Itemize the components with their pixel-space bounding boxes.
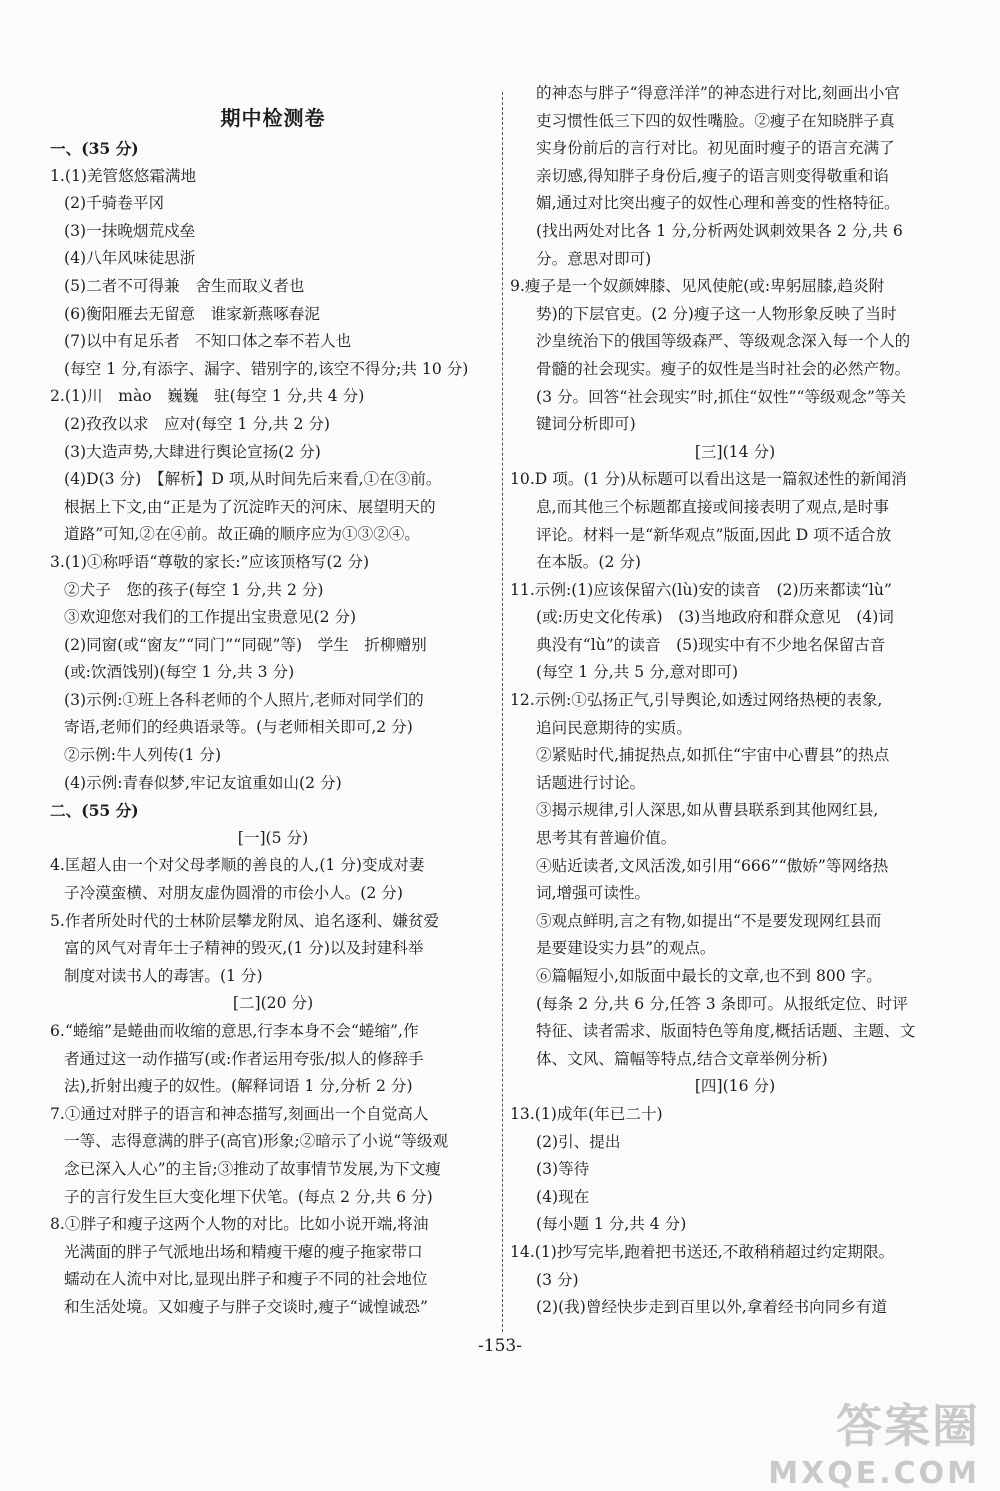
answer-line: ②紧贴时代,捕捉热点,如抓住“宇宙中心曹县”的热点	[536, 746, 890, 765]
answer-line: 吏习惯性低三下四的奴性嘴脸。②瘦子在知晓胖子真	[536, 111, 895, 130]
answer-line: (4)八年风味徒思浙	[64, 249, 196, 268]
answer-line: (2)千骑卷平冈	[64, 194, 165, 213]
answer-line: (2)引、提出	[536, 1132, 621, 1151]
answer-line: ④贴近读者,文风活泼,如引用“666”“傲娇”等网络热	[536, 856, 889, 875]
answer-line: (7)以中有足乐者 不知口体之奉不若人也	[64, 332, 352, 351]
answer-line: (3)示例:①班上各科老师的个人照片,老师对同学们的	[64, 690, 424, 709]
answer-line: [一](5 分)	[237, 828, 309, 847]
watermark	[768, 1390, 980, 1491]
watermark-logo: 答案圈	[836, 1399, 980, 1453]
answer-line: (2)同窗(或“窗友”“同门”“同砚”等) 学生 折柳赠别	[64, 635, 427, 654]
answer-line: 者通过这一动作描写(或:作者运用夸张/拟人的修辞手	[64, 1049, 424, 1068]
answer-line: (2)孜孜以求 应对(每空 1 分,共 2 分)	[64, 414, 331, 433]
answer-line: 和生活处境。又如瘦子与胖子交谈时,瘦子“诚惶诚恐”	[64, 1297, 428, 1316]
answer-line: 追问民意期待的实质。	[536, 718, 692, 737]
answer-line: 10.D 项。(1 分)从标题可以看出这是一篇叙述性的新闻消	[510, 470, 907, 489]
answer-line: 9.瘦子是一个奴颜婢膝、见风使舵(或:卑躬屈膝,趋炎附	[510, 277, 885, 296]
answer-line: (或:历史文化传承) (3)当地政府和群众意见 (4)词	[536, 608, 894, 627]
answer-line: 蠕动在人流中对比,显现出胖子和瘦子不同的社会地位	[64, 1270, 428, 1289]
answer-line: 子冷漠蛮横、对朋友虚伪圆滑的市侩小人。(2 分)	[64, 884, 403, 903]
answer-line: 一等、志得意满的胖子(高官)形象;②暗示了小说“等级观	[64, 1132, 449, 1151]
answer-line: (2)(我)曾经快步走到百里以外,拿着经书向同乡有道	[536, 1298, 888, 1317]
answer-line: 体、文风、篇幅等特点,结合文章举例分析)	[536, 1049, 828, 1068]
answer-line: 根据上下文,由“正是为了沉淀昨天的河床、展望明天的	[64, 497, 436, 516]
answer-line: (4)现在	[536, 1187, 590, 1206]
answer-line: ③揭示规律,引人深思,如从曹县联系到其他网红县,	[536, 801, 879, 820]
answer-line: 二、(55 分)	[50, 801, 139, 821]
answer-line: 2.(1)川 mào 巍巍 驻(每空 1 分,共 4 分)	[50, 387, 365, 406]
left-column	[50, 80, 496, 1322]
answer-line: 8.①胖子和瘦子这两个人物的对比。比如小说开端,将油	[50, 1215, 429, 1234]
answer-line: ⑥篇幅短小,如版面中最长的文章,也不到 800 字。	[536, 967, 882, 985]
answer-line: 的神态与胖子“得意洋洋”的神态进行对比,刻画出小官	[536, 84, 900, 102]
answer-line: 14.(1)抄写完毕,跑着把书送还,不敢稍稍超过约定期限。	[510, 1242, 895, 1261]
answer-line: 13.(1)成年(年已二十)	[510, 1104, 663, 1123]
answer-line: 4.匡超人由一个对父母孝顺的善良的人,(1 分)变成对妻	[50, 856, 425, 875]
answer-line: 子的言行发生巨大变化埋下伏笔。(每点 2 分,共 6 分)	[64, 1187, 433, 1206]
answer-line: (3)等待	[536, 1160, 590, 1179]
answer-line: 媚,通过对比突出瘦子的奴性心理和善变的性格特征。	[536, 194, 900, 213]
answer-line: (每空 1 分,有添字、漏字、错别字的,该空不得分;共 10 分)	[64, 359, 469, 378]
answer-line: 话题进行讨论。	[536, 773, 646, 792]
answer-line: 6.“蜷缩”是蜷曲而收缩的意思,行李本身不会“蜷缩”,作	[50, 1022, 419, 1040]
answer-line: 光满面的胖子气派地出场和精瘦干瘪的瘦子拖家带口	[64, 1242, 423, 1261]
answer-line: 势)的下层官吏。(2 分)瘦子这一人物形象反映了当时	[536, 304, 897, 323]
answer-line: 3.(1)①称呼语“尊敬的家长:”应该顶格写(2 分)	[50, 552, 370, 571]
answer-line: 典没有“lù”的读音 (5)现实中有不少地名保留古音	[536, 635, 886, 654]
answer-line: (6)衡阳雁去无留意 谁家新燕啄春泥	[64, 304, 320, 323]
answer-line: 一、(35 分)	[50, 139, 139, 158]
answer-line: 11.示例:(1)应该保留六(lù)安的读音 (2)历来都读“lù”	[510, 580, 892, 599]
page-title: 期中检测卷	[220, 106, 326, 130]
answer-line: (3 分。回答“社会现实”时,抓住“奴性”“等级观念”等关	[536, 387, 907, 406]
answer-line: 特征、读者需求、版面特色等角度,概括话题、主题、文	[536, 1022, 916, 1041]
answer-line: (3)一抹晚烟荒戍垒	[64, 221, 196, 240]
answer-line: (找出两处对比各 1 分,分析两处讽刺效果各 2 分,共 6	[536, 221, 903, 240]
answer-line: [三](14 分)	[694, 442, 776, 461]
answer-line: 道路”可知,②在④前。故正确的顺序应为①③②④。	[64, 525, 420, 544]
answer-line: [二](20 分)	[232, 994, 314, 1013]
answer-line: 键词分析即可)	[536, 415, 636, 434]
answer-line: 息,而其他三个标题都直接或间接表明了观点,是时事	[536, 497, 889, 516]
answer-line: 法),折射出瘦子的奴性。(解释词语 1 分,分析 2 分)	[64, 1077, 413, 1096]
answer-line: 寄语,老师们的经典语录等。(与老师相关即可,2 分)	[64, 718, 413, 737]
right-column	[510, 80, 960, 1322]
answer-line: [四](16 分)	[694, 1077, 776, 1096]
answer-line: 词,增强可读性。	[536, 884, 651, 903]
answer-line: (4)D(3 分) 【解析】D 项,从时间先后来看,①在③前。	[64, 470, 442, 489]
answer-line: 富的风气对青年士子精神的毁灭,(1 分)以及封建科举	[64, 939, 424, 958]
answer-line: 实身份前后的言行对比。初见面时瘦子的语言充满了	[536, 139, 895, 158]
page-number: -153-	[478, 1336, 522, 1356]
answer-line: (4)示例:青春似梦,牢记友谊重如山(2 分)	[64, 773, 342, 792]
answer-line: 沙皇统治下的俄国等级森严、等级观念深入每一个人的	[536, 332, 911, 351]
answer-line: (3 分)	[536, 1270, 579, 1289]
answer-line: 念已深入人心”的主旨;③推动了故事情节发展,为下文瘦	[64, 1159, 441, 1178]
answer-line: 5.作者所处时代的士林阶层攀龙附凤、追名逐利、嫌贫爱	[50, 911, 440, 930]
answer-line: (5)二者不可得兼 舍生而取义者也	[64, 276, 305, 295]
answer-line: 评论。材料一是“新华观点”版面,因此 D 项不适合放	[536, 525, 892, 544]
answer-line: 分。意思对即可)	[536, 249, 652, 268]
answer-line: ③欢迎您对我们的工作提出宝贵意见(2 分)	[64, 608, 357, 627]
answer-line: 骨髓的社会现实。瘦子的奴性是当时社会的必然产物。	[536, 359, 911, 378]
column-divider	[502, 92, 503, 1332]
watermark-url: MXQE.COM	[768, 1456, 980, 1491]
answer-line: (或:饮酒饯别)(每空 1 分,共 3 分)	[64, 663, 295, 682]
answer-line: 制度对读书人的毒害。(1 分)	[64, 966, 263, 985]
answer-line: 是要建设实力县”的观点。	[536, 939, 716, 958]
answer-line: 亲切感,得知胖子身份后,瘦子的语言则变得敬重和谄	[536, 166, 889, 185]
answer-line: ②示例:牛人列传(1 分)	[64, 746, 222, 765]
answer-line: 12.示例:①弘扬正气,引导舆论,如透过网络热梗的表象,	[510, 691, 883, 710]
answer-line: 1.(1)羌管悠悠霜满地	[50, 166, 197, 185]
answer-line: 思考其有普遍价值。	[536, 829, 677, 848]
answer-line: (每空 1 分,共 5 分,意对即可)	[536, 663, 739, 682]
answer-line: 7.①通过对胖子的语言和神态描写,刻画出一个自觉高人	[50, 1104, 429, 1123]
answer-line: (每小题 1 分,共 4 分)	[536, 1215, 687, 1234]
answer-line: (3)大造声势,大肆进行舆论宣扬(2 分)	[64, 442, 321, 461]
answer-line: (每条 2 分,共 6 分,任答 3 条即可。从报纸定位、时评	[536, 994, 908, 1013]
answer-line: ②犬子 您的孩子(每空 1 分,共 2 分)	[64, 580, 324, 599]
answer-line: 在本版。(2 分)	[536, 553, 642, 572]
answer-line: ⑤观点鲜明,言之有物,如提出“不是要发现网红县而	[536, 911, 882, 930]
